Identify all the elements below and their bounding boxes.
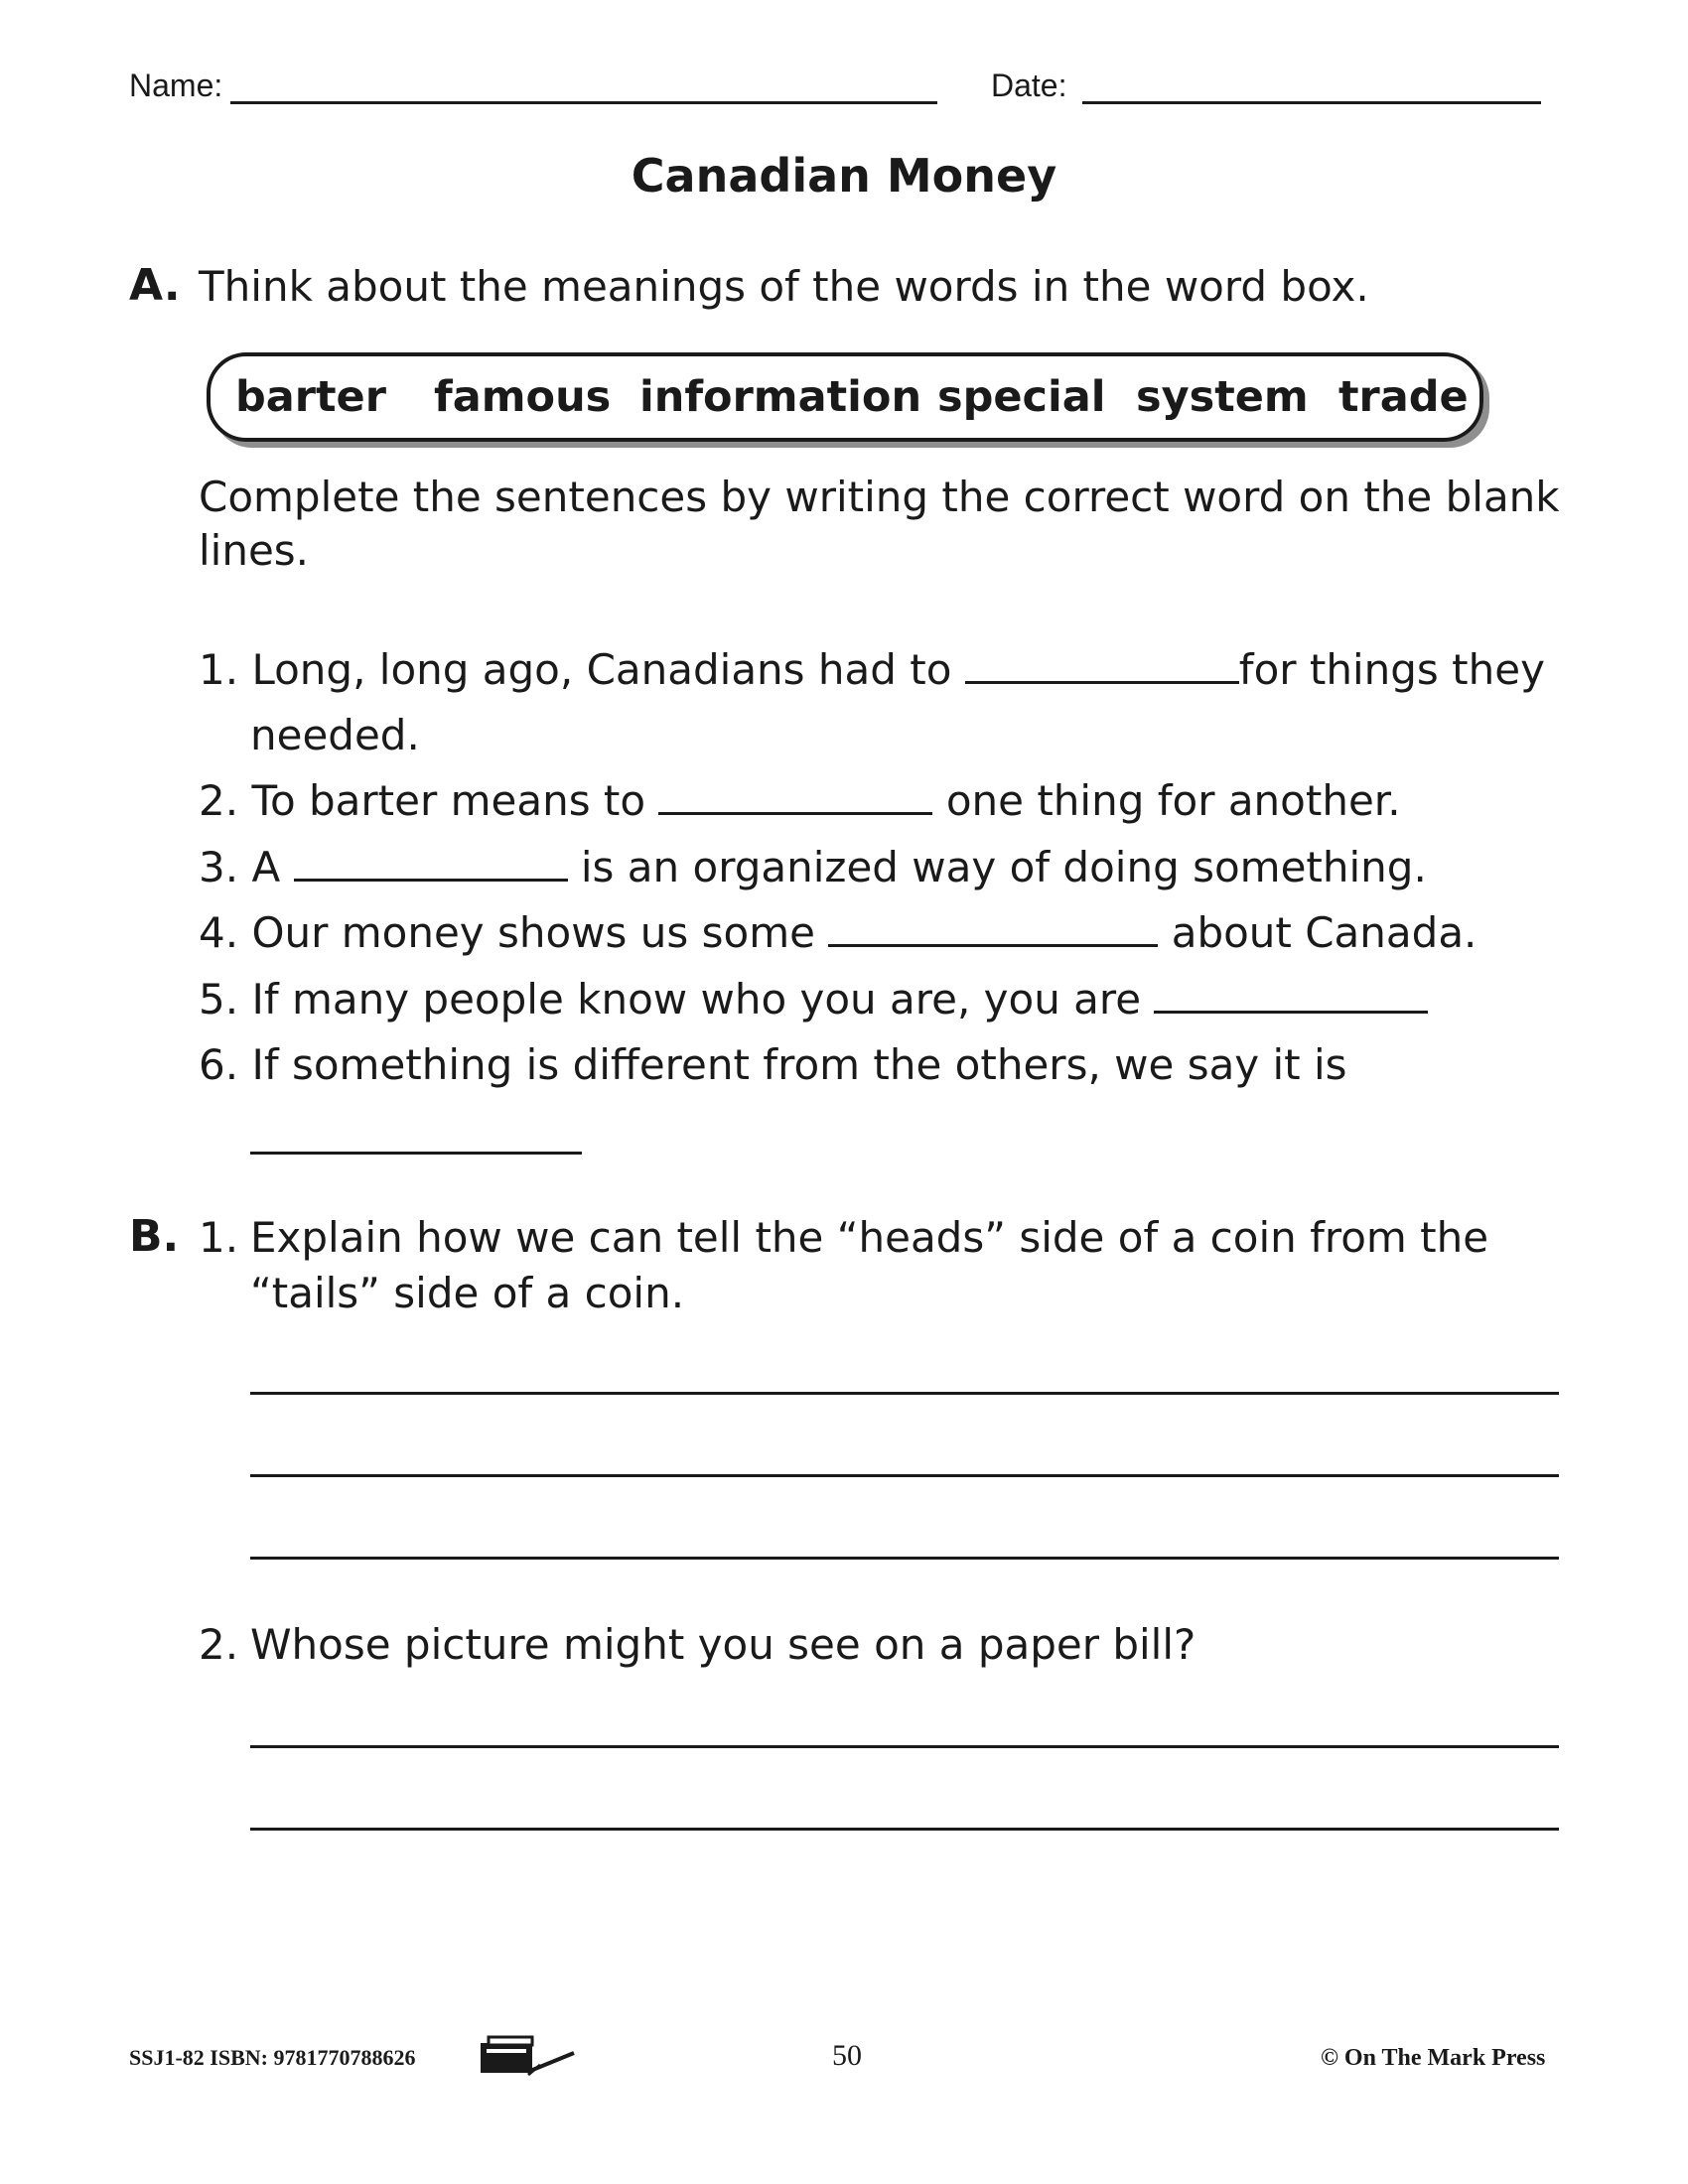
question-1-cont: needed. bbox=[250, 711, 420, 759]
name-field[interactable] bbox=[230, 101, 937, 104]
question-number: 2. bbox=[199, 776, 239, 825]
word-box-word: information bbox=[639, 372, 922, 422]
page-title: Canadian Money bbox=[631, 149, 1057, 203]
question-text: Our money shows us some bbox=[251, 908, 815, 957]
section-a-directions-cont: lines. bbox=[199, 526, 310, 575]
question-1 bbox=[199, 643, 1545, 697]
question-number: 4. bbox=[199, 908, 239, 957]
question-number: 3. bbox=[199, 843, 239, 891]
question-number: 5. bbox=[199, 975, 239, 1024]
date-field[interactable] bbox=[1082, 101, 1541, 104]
question-text: To barter means to bbox=[251, 776, 646, 825]
question-4 bbox=[199, 906, 1477, 960]
name-label: Name: bbox=[129, 68, 223, 103]
question-b1-text: Explain how we can tell the “heads” side of a coin from the bbox=[250, 1213, 1489, 1262]
word-box-word: trade bbox=[1338, 372, 1469, 422]
word-box-word: barter bbox=[235, 372, 386, 422]
question-text: Long, long ago, Canadians had to bbox=[251, 645, 952, 694]
answer-blank[interactable] bbox=[1154, 975, 1428, 1014]
question-text: about Canada. bbox=[1171, 908, 1477, 957]
answer-line[interactable] bbox=[250, 1745, 1559, 1748]
question-text: A bbox=[251, 843, 281, 891]
question-text: If many people know who you are, you are bbox=[251, 975, 1142, 1024]
question-number: 1. bbox=[199, 645, 239, 694]
question-b2-text: Whose picture might you see on a paper bill? bbox=[250, 1620, 1196, 1669]
page-number: 50 bbox=[832, 2039, 862, 2072]
answer-blank[interactable] bbox=[828, 908, 1158, 947]
question-b1-number: 1. bbox=[199, 1213, 239, 1262]
word-box-word: famous bbox=[434, 372, 612, 422]
section-a-instruction: Think about the meanings of the words in the word box. bbox=[199, 262, 1369, 311]
worksheet-icon bbox=[479, 2035, 578, 2077]
section-b-letter: B. bbox=[129, 1211, 180, 1262]
footer-copyright: © On The Mark Press bbox=[1321, 2045, 1546, 2071]
question-b2-number: 2. bbox=[199, 1620, 239, 1669]
answer-blank[interactable] bbox=[658, 776, 932, 815]
answer-line[interactable] bbox=[250, 1557, 1559, 1560]
question-text: If something is different from the others, we say it is bbox=[251, 1040, 1347, 1089]
answer-blank[interactable] bbox=[294, 843, 568, 882]
question-b1-text-cont: “tails” side of a coin. bbox=[250, 1269, 685, 1317]
date-label: Date: bbox=[991, 68, 1067, 103]
question-number: 6. bbox=[199, 1040, 239, 1089]
footer-isbn: SSJ1-82 ISBN: 9781770788626 bbox=[129, 2045, 416, 2070]
word-box bbox=[207, 352, 1483, 442]
word-box-word: system bbox=[1136, 372, 1309, 422]
word-box-word: special bbox=[937, 372, 1106, 422]
answer-line[interactable] bbox=[250, 1392, 1559, 1395]
answer-line[interactable] bbox=[250, 1828, 1559, 1831]
answer-blank[interactable] bbox=[965, 645, 1239, 684]
question-5 bbox=[199, 973, 1428, 1026]
question-text: is an organized way of doing something. bbox=[580, 843, 1427, 891]
section-a-letter: A. bbox=[129, 260, 181, 311]
question-text: for things they bbox=[1238, 645, 1545, 694]
answer-blank[interactable] bbox=[250, 1152, 582, 1155]
question-3 bbox=[199, 841, 1427, 894]
answer-line[interactable] bbox=[250, 1474, 1559, 1477]
question-2 bbox=[199, 774, 1401, 828]
question-text: one thing for another. bbox=[945, 776, 1401, 825]
question-6 bbox=[199, 1038, 1347, 1092]
section-a-directions: Complete the sentences by writing the correct word on the blank bbox=[199, 473, 1560, 521]
